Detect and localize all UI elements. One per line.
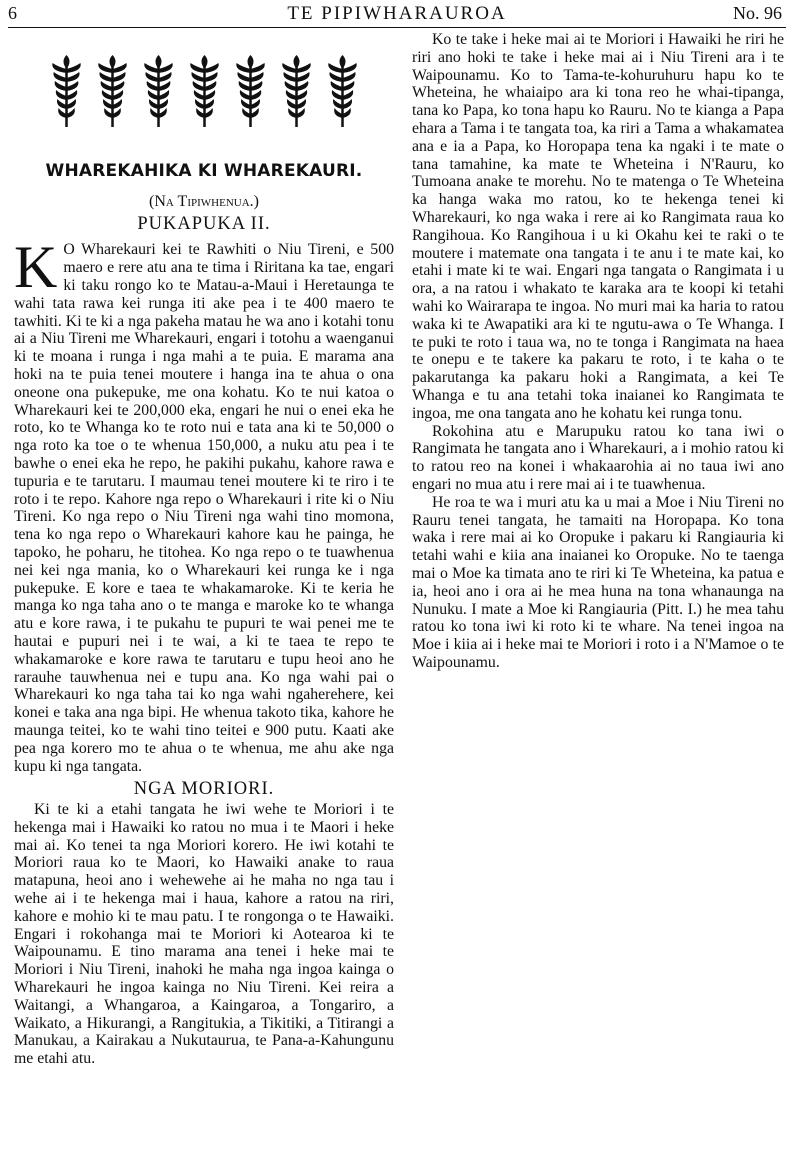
- fern-ornament-icon: [229, 53, 272, 129]
- fern-ornament-icon: [183, 53, 226, 129]
- paragraph-4: Rokohina atu e Marupuku ratou ko tana iwi o Rangimata he tangata ano i Wharekauri, a i mohio ratou ki to ratou reo na konei i whakaarohia ai no taua iwi ano engari no mua atu i rere mai ai i te tuawhenua.: [412, 422, 784, 493]
- fern-ornament-icon: [275, 53, 318, 129]
- fern-ornament-icon: [91, 53, 134, 129]
- paragraph-5: He roa te wa i muri atu ka u mai a Moe i Niu Tireni no Rauru tenei tangata, he tamaiti na Horopapa. Ko tona waka i rere mai ai ko Oropuke i pakaru ki Rangiauria ki tetahi wahi e kiia ana inaianei ko Oropuke. No te taenga mai o Moe ka timata ano te riri ki Te Wheteina, ka patua e ia, heoi ano i ora ai he mea huna na tona whanaunga na Nunuku. I mate a Moe ki Rangiauria (Pitt. I.) he mea tahu ratou ko tona iwi ki roto ki te whare. Na tenei ingoa na Moe i kiia ai i heke mai te Moriori i roto i a N'Mamoe o te Waipounamu.: [412, 493, 784, 671]
- byline: (Na Tipiwhenua.): [149, 192, 259, 210]
- drop-cap: K: [14, 234, 58, 301]
- paragraph-1: [14, 234, 394, 775]
- issue-number: No. 96: [733, 3, 782, 23]
- paragraph-2: Ki te ki a etahi tangata he iwi wehe te Moriori i te hekenga mai i Hawaiki ko ratou no mua i te Maori i heke mai ai. Ko tenei ta nga Moriori korero. He iwi kotahi te Moriori raua ko te Maori, ko Hawaiki anake to raua matapuna, heoi ano i wehewehe ai he maha no nga tau i wehe ai i te hekenga mai i haua, kahore a ratou na riri, kahore e mohio ki te mau patu. I te rongonga o te Hawaiki. Engari i rokohanga mai te Moriori ki Aotearoa ki te Waipounamu. E tino marama ana tenei i heke mai te Moriori i Niu Tireni, inahoki he maha nga ingoa kainga o Wharekauri he ingoa kainga no Niu Tireni. Kei reira a Waitangi, a Whangaroa, a Kaingaroa, a Tongariro, a Waikato, a Hikurangi, a Rangitukia, a Tikitiki, a Titirangi a Manukau, a Kairakau a Nukutaurua, te Pana-a-Kahungunu me etahi atu.: [14, 801, 394, 1068]
- paragraph-3: Ko te take i heke mai ai te Moriori i Hawaiki he riri he riri ano hoki te take i heke mai ai i Niu Tireni ara i te Waipounamu. Ko to Tama-te-kohuruhuru hapu ko te Wheteina, he whaiaipo ara ki tona reo he whai-tipanga, tana ko Papa, ko tona hapu ko Rauru. No te kianga a Papa ehara a Tama i te tangata toa, ka riri a Tama a whakamatea ana e ia a Papa, ko Horopapa tena ka ngaki i te mate o tana tamahine, ka mate te Wheteina i N'Rauru, ko Tumoana anake te morehu. No te matenga o Te Wheteina ka hanga waka mo ratou, ko te hekenga tenei ki Wharekauri, ko nga waka i rere ai ko Rangimata raua ko Rangihoua. Ko Rangihoua i u ki Okahu kei te raki o te moutere i matemate ona tangata i te anu i te mate kai, ko etahi i mate ki te wai. Engari nga tangata o Rangimata i u ora, a na ratou i whakato te karaka ara te koopi ki tetahi wahi ko Wairarapa te ingoa. No muri mai ka haria to ratou waka ki te Awapatiki ara ki te ngutu-awa o Te Whanga. I te puki te roto i taua wa, no te tonga i Rangimata na haea te onepu e te takere ka pakaru te roto, i te kaha o te pakarutanga ka pakaru hoki a Rangimata, a kei Te Whanga e tu ana tetahi toka inaianei ko Rangimata te ingoa, me ona tangata ano he kohatu kei runga tonu.: [412, 31, 784, 422]
- paragraph-1-text: O Wharekauri kei te Rawhiti o Niu Tireni, e 500 maero e rere atu ana te tima i Riritana ka tae, engari ki taku rongo ko te Matau-a-Maui i Heretaunga te wahi tata rawa kei runga iti ake pea i te 400 maero te tawhiti. Ki te ki a nga pakeha matau he wa ano i kotahi tonu ai a Niu Tireni me Wharekauri, engari i totohu a waenganui ki te moana i runga i nga mahi a te puia. E marama ana hoki na te puia tenei moutere i hanga ina te ahua o ona oneone ona pukepuke, me ona kohatu. Ko te nui katoa o Wharekauri kei te 200,000 eka, engari he nui o enei eka he roto, ko te Whanga ko te roto nui e tata ana ki te 50,000 o nga roto ka toe o te whenua 150,000, a nuku atu pea i te bawhe o enei eka he repo, he pakihi pukahu, kahore rawa e tupuria e te tarutaru. I maumau tenei moutere ki te riro i te roto i te repo. Kahore nga repo o Wharekauri i rite ki o Niu Tireni. Ko nga repo o Niu Tireni nga wahi tino momona, tena ko nga repo o Wharekauri kahore kau he painga, he tapoko, he poharu, he titohea. Ko nga repo o te tuawhenua nei kei nga mania, ko o Wharekauri kei runga ke i nga pukepuke. E kore e taea te whakamaroke. Ki te keria he manga ko nga taha ano o te manga e maroke ko te whanga atu e kore rawa, i te pukahu te pupuri te wai penei me te hautai e pupuri nei i te wai, a ki te taea te repo te whakamaroke e kore rawa te tarutaru e tupu heoi ano he rarauhe tauwhenua nei e tupu ana. Ko nga wahi pai o Wharekauri ko nga taha tai ko nga wahi ngaherehere, kei konei e taka ana nga bipi. He whenua takoto tika, kahore he maunga teitei, ko te wahi tino teitei e 900 putu. Kaati ake pea nga korero mo te ahua o te whenua, me ahu ake nga kupu ki nga tangata.: [14, 241, 394, 775]
- section-heading-moriori: NGA MORIORI.: [133, 779, 275, 800]
- part-heading: PUKAPUKA II.: [137, 213, 271, 234]
- fern-ornament-icon: [137, 53, 180, 129]
- fern-ornament-icon: [321, 53, 364, 129]
- page-header: [8, 3, 786, 28]
- page-number: 6: [8, 3, 17, 23]
- article-title: WHAREKAHIKA KI WHAREKAURI.: [45, 161, 363, 181]
- fern-ornament-row: [14, 53, 394, 129]
- right-column: [412, 31, 784, 672]
- newspaper-title: TE PIPIWHARAUROA: [287, 3, 507, 24]
- fern-ornament-icon: [45, 53, 88, 129]
- left-column: [14, 33, 394, 1068]
